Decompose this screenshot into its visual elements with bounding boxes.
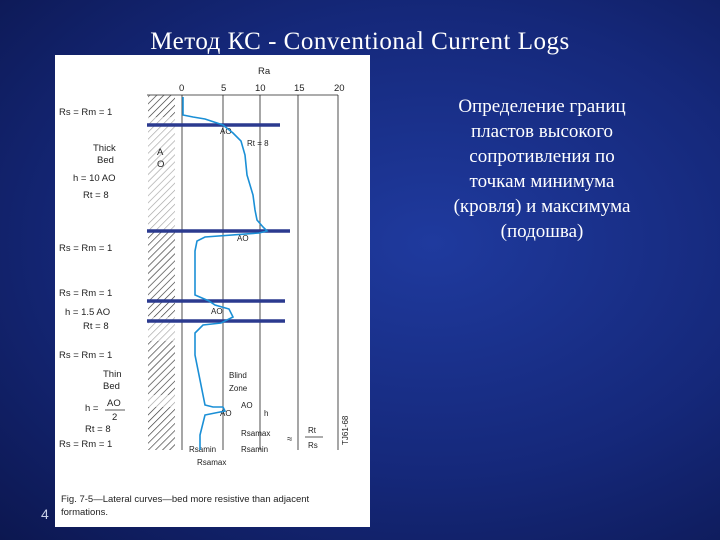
label-ao-3: AO (211, 307, 223, 316)
label-thin-bed: Bed (103, 381, 120, 392)
description-line: (подошва) (500, 221, 584, 242)
label-h-den: 2 (112, 412, 118, 423)
label-code: TJ61-68 (341, 415, 350, 445)
label-rsamin: Rsamin (241, 445, 269, 454)
label-h-num: AO (107, 398, 121, 409)
description-line: (кровля) и максимума (453, 196, 631, 217)
label-rsamax: Rsamax (241, 429, 271, 438)
label-thick: Thick (93, 143, 116, 154)
label-rt-8: Rt = 8 (83, 190, 109, 201)
resistivity-curve (183, 97, 267, 450)
label-rsamin-b: Rsamin (189, 445, 217, 454)
label-a: A (157, 147, 164, 158)
tick-0: 0 (179, 83, 185, 94)
label-o: O (157, 159, 165, 170)
label-zone: Zone (229, 384, 248, 393)
description-line: Определение границ (458, 96, 626, 117)
label-ao-5: AO (220, 409, 232, 418)
tick-20: 20 (334, 83, 345, 94)
label-h-1-5ao: h = 1.5 AO (65, 307, 111, 318)
label-rs-rm-3: Rs = Rm = 1 (59, 288, 113, 299)
caption-line-2: formations. (61, 507, 108, 518)
label-h-small: h (264, 409, 269, 418)
axis-title: Ra (258, 66, 271, 77)
label-blind: Blind (229, 371, 247, 380)
label-bed: Bed (97, 155, 114, 166)
description-line: сопротивления по (469, 146, 615, 167)
label-rt-frac: Rt (308, 426, 316, 435)
label-rs-rm-5: Rs = Rm = 1 (59, 439, 113, 450)
label-thin: Thin (103, 369, 122, 380)
label-rs-frac: Rs (308, 441, 318, 450)
slide-description (408, 94, 676, 244)
label-ao-mid: AO (237, 234, 249, 243)
log-figure (55, 55, 370, 527)
label-rs-rm-4: Rs = Rm = 1 (59, 350, 113, 361)
label-rt-8-b: Rt = 8 (83, 321, 109, 332)
lateral-curve-diagram (55, 55, 370, 527)
label-h-10ao: h = 10 AO (73, 173, 116, 184)
label-rt-8-c: Rt = 8 (85, 424, 111, 435)
label-h-eq: h = (85, 403, 99, 414)
label-rs-rm-1: Rs = Rm = 1 (59, 107, 113, 118)
label-rsamax-b: Rsamax (197, 458, 227, 467)
tick-10: 10 (255, 83, 266, 94)
label-approx: ≈ (287, 434, 293, 445)
description-line: пластов высокого (470, 121, 614, 142)
label-ao-top: AO (220, 127, 232, 136)
slide-number: 4 (41, 506, 49, 522)
description-line: точкам минимума (469, 171, 615, 192)
label-ao-4: AO (241, 401, 253, 410)
caption-line-1: Fig. 7-5—Lateral curves—bed more resistive than adjacent (61, 494, 310, 505)
slide-title: Метод КС - Conventional Current Logs (150, 28, 570, 55)
label-rs-rm-2: Rs = Rm = 1 (59, 243, 113, 254)
label-rt-curve: Rt = 8 (247, 139, 269, 148)
tick-15: 15 (294, 83, 305, 94)
tick-5: 5 (221, 83, 227, 94)
